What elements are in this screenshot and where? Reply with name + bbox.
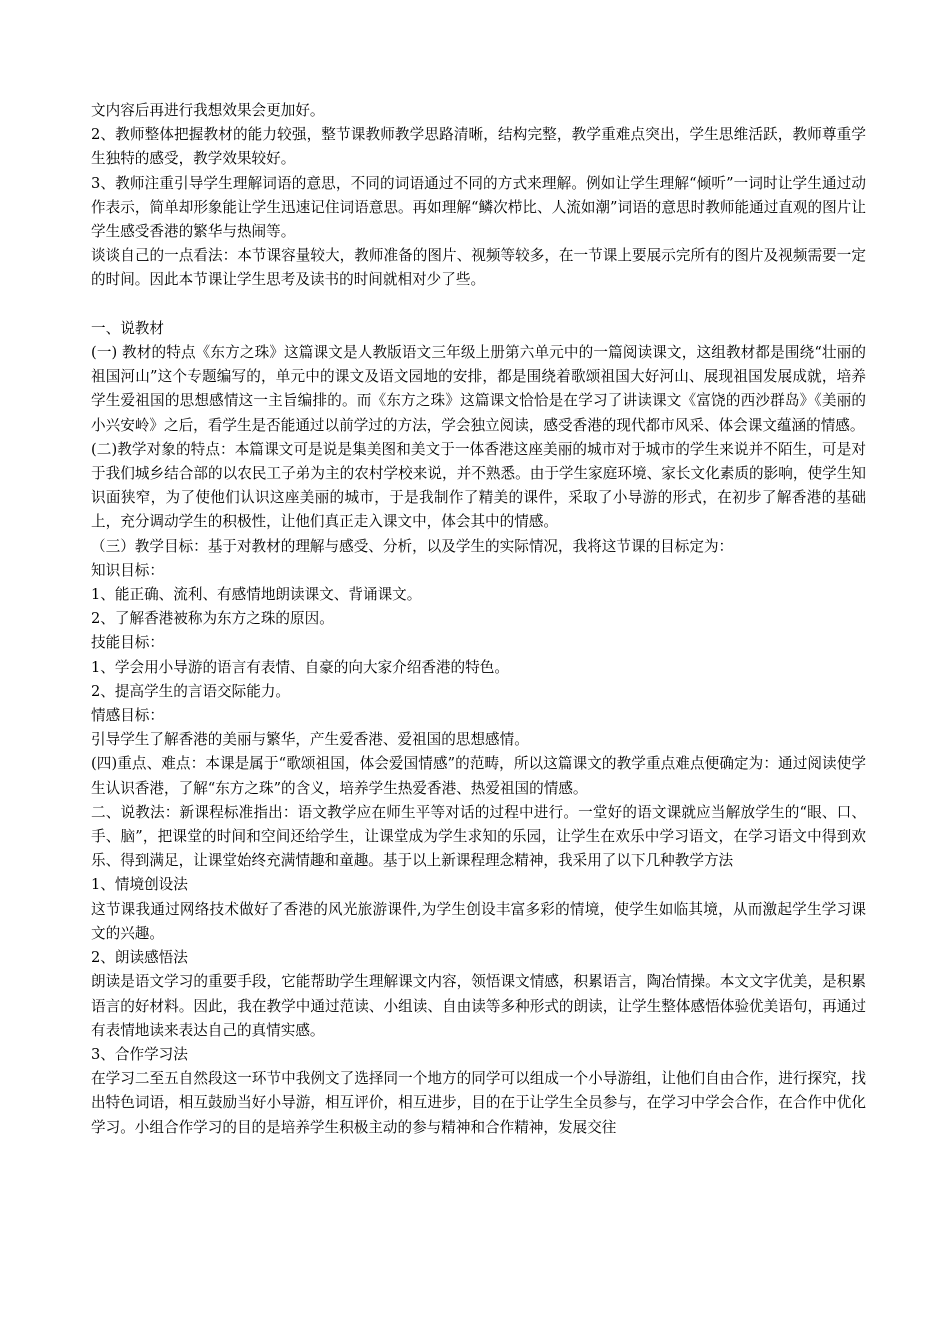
teaching-object-paragraph: (二)教学对象的特点：本篇课文可是说是集美图和美文于一体香港这座美丽的城市对于城市的学生来说并不陌生，可是对于我们城乡结合部的以农民工子弟为主的农村学校来说，并不熟悉。由于学生家庭环境、家长文化素质的影响，使学生知识面狭窄，为了使他们认识这座美丽的城市，于是我制作了精美的课件，采取了小导游的形式，在初步了解香港的基础上，充分调动学生的积极性，让他们真正走入课文中，体会其中的情感。	[91, 440, 866, 531]
method-description: 朗读是语文学习的重要手段，它能帮助学生理解课文内容，领悟课文情感，积累语言，陶冶情操。本文文字优美，是积累语言的好材料。因此，我在教学中通过范读、小组读、自由读等多种形式的朗读，让学生整体感悟体验优美语句，再通过有表情地读来表达自己的真情实感。	[91, 973, 866, 1039]
material-features-paragraph: (一) 教材的特点《东方之珠》这篇课文是人教版语文三年级上册第六单元中的一篇阅读课文，这组教材都是围绕“壮丽的祖国河山”这个专题编写的，单元中的课文及语文园地的安排，都是围绕着歌颂祖国大好河山、展现祖国发展成就，培养学生爱祖国的思想感情这一主旨编排的。而《东方之珠》这篇课文恰恰是在学习了讲读课文《富饶的西沙群岛》《美丽的小兴安岭》之后，看学生是否能通过以前学过的方法，学会独立阅读，感受香港的现代都市风采、体会课文蕴涵的情感。	[91, 344, 866, 434]
emotion-goal-item: 引导学生了解香港的美丽与繁华，产生爱香港、爱祖国的思想感情。	[91, 731, 529, 749]
skill-goal-item: 1、学会用小导游的语言有表情、自豪的向大家介绍香港的特色。	[91, 658, 509, 676]
section-heading-teaching-material: 一、说教材	[91, 319, 164, 337]
method-heading-reading: 2、朗读感悟法	[91, 949, 188, 967]
knowledge-goal-item: 1、能正确、流利、有感情地朗读课文、背诵课文。	[91, 586, 422, 604]
teaching-method-paragraph: 二、说教法：新课程标准指出：语文教学应在师生平等对话的过程中进行。一堂好的语文课就应当解放学生的“眼、口、手、脑”，把课堂的时间和空间还给学生，让课堂成为学生求知的乐园，让学生在欢乐中学习语文，在学习语文中得到欢乐、得到满足，让课堂始终充满情趣和童趣。基于以上新课程理念精神，我采用了以下几种教学方法	[91, 803, 866, 870]
document-page	[91, 99, 866, 1140]
knowledge-goals-heading: 知识目标：	[91, 561, 164, 579]
method-description: 在学习二至五自然段这一环节中我例文了选择同一个地方的同学可以组成一个小导游组，让他们自由合作，进行探究，找出特色词语，相互鼓励当好小导游，相互评价，相互进步，目的在于让学生全员参与，在学习中学会合作，在合作中优化学习。小组合作学习的目的是培养学生积极主动的参与精神和合作精神，发展交往	[91, 1070, 866, 1136]
emotion-goals-heading: 情感目标：	[91, 707, 164, 725]
skill-goal-item: 2、提高学生的言语交际能力。	[91, 682, 291, 700]
teaching-goals-paragraph: （三）教学目标：基于对教材的理解与感受、分析，以及学生的实际情况，我将这节课的目标定为：	[91, 537, 734, 555]
key-difficult-points-paragraph: (四)重点、难点：本课是属于“歌颂祖国，体会爱国情感”的范畴，所以这篇课文的教学重点难点便确定为：通过阅读使学生认识香港，了解“东方之珠”的含义，培养学生热爱香港、热爱祖国的情感。	[91, 755, 866, 797]
opinion-paragraph: 谈谈自己的一点看法：本节课容量较大，教师准备的图片、视频等较多，在一节课上要展示完所有的图片及视频需要一定的时间。因此本节课让学生思考及读书的时间就相对少了些。	[91, 247, 866, 289]
skill-goals-heading: 技能目标：	[91, 634, 164, 652]
paragraph-item-2: 2、教师整体把握教材的能力较强，整节课教师教学思路清晰，结构完整，教学重难点突出，学生思维活跃，教师尊重学生独特的感受，教学效果较好。	[91, 126, 866, 168]
method-description: 这节课我通过网络技术做好了香港的风光旅游课件,为学生创设丰富多彩的情境，使学生如临其境，从而激起学生学习课文的兴趣。	[91, 900, 866, 942]
knowledge-goal-item: 2、了解香港被称为东方之珠的原因。	[91, 610, 334, 628]
method-heading-cooperation: 3、合作学习法	[91, 1045, 188, 1063]
paragraph-item-3: 3、教师注重引导学生理解词语的意思，不同的词语通过不同的方式来理解。例如让学生理解“倾听”一词时让学生通过动作表示，简单却形象能让学生迅速记住词语意思。再如理解“鳞次栉比、人流如潮”词语的意思时教师能通过直观的图片让学生感受香港的繁华与热闹等。	[91, 174, 866, 241]
method-heading-situation: 1、情境创设法	[91, 876, 188, 894]
text-line: 文内容后再进行我想效果会更加好。	[91, 102, 325, 119]
blank-line	[91, 293, 866, 317]
